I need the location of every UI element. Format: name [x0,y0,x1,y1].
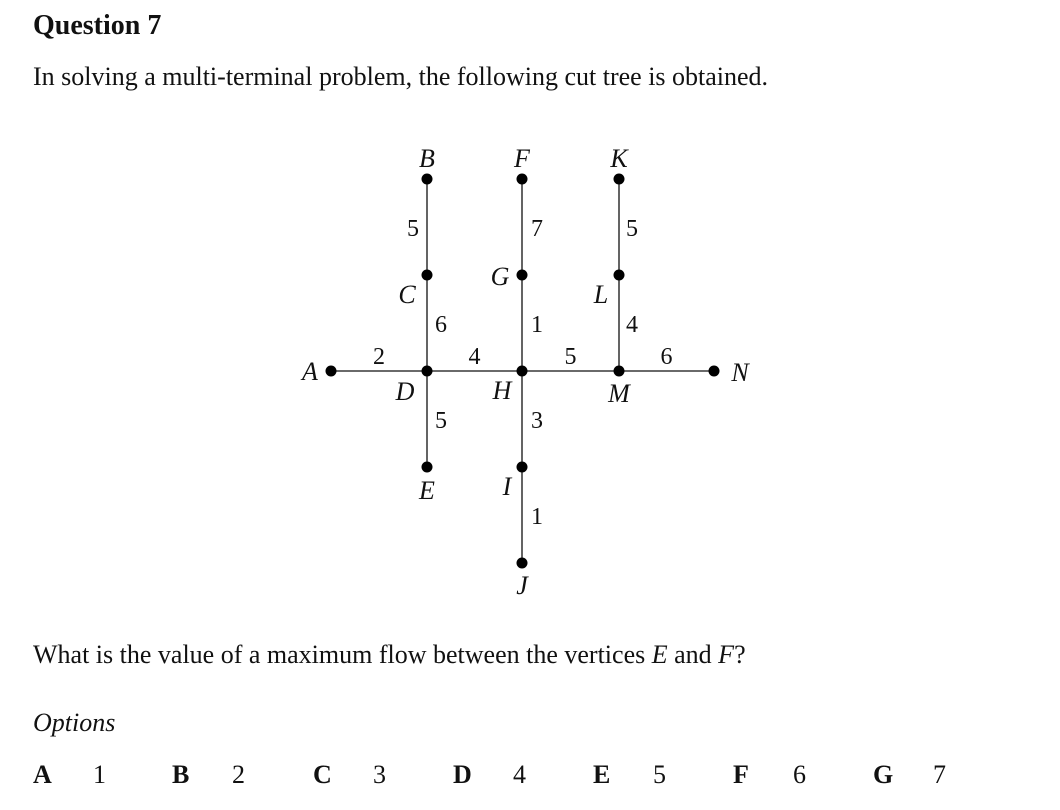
edge-weight-d-e: 5 [435,408,447,434]
option-letter: A [33,760,52,789]
question-intro: In solving a multi-terminal problem, the following cut tree is obtained. [33,62,769,91]
edge-weight-i-j: 1 [531,504,543,530]
edge-weight-m-n: 6 [660,344,673,370]
vertex-d [422,366,433,377]
option-value: 2 [232,760,245,789]
nodes-layer [300,144,750,600]
edge-weight-d-h: 4 [468,344,481,370]
vertex-label-c: C [398,280,416,309]
vertex-h [517,366,528,377]
edge-weight-a-d: 2 [373,344,385,370]
option-letter: D [453,760,472,789]
vertex-k [614,174,625,185]
vertex-e [422,462,433,473]
option-letter: C [313,760,332,789]
option-value: 3 [373,760,386,789]
edge-weight-k-l: 5 [626,216,638,242]
option-e[interactable] [593,760,666,790]
option-letter: G [873,760,894,789]
vertex-label-l: L [593,280,609,309]
vertex-label-j: J [516,571,528,600]
vertex-c [422,270,433,281]
vertex-n [709,366,720,377]
option-value: 7 [933,760,946,789]
question-text [33,640,746,670]
vertex-label-a: A [302,357,318,386]
vertex-label-f: F [514,144,530,173]
vertex-label-d: D [395,377,415,406]
option-letter: B [172,760,190,789]
option-value: 6 [793,760,806,789]
edge-weight-l-m: 4 [626,312,638,338]
option-f[interactable] [733,760,806,790]
option-d[interactable] [453,760,526,790]
question-middle: and [667,640,719,669]
option-value: 1 [93,760,106,789]
edge-weight-c-d: 6 [435,312,447,338]
vertex-b [422,174,433,185]
option-value: 5 [653,760,666,789]
vertex-label-g: G [490,262,510,291]
vertex-label-i: I [502,472,512,501]
edge-weight-b-c: 5 [407,216,419,242]
vertex-label-e: E [419,476,435,505]
vertex-label-k: K [610,144,628,173]
vertex-m [614,366,625,377]
vertex-label-m: M [608,379,630,408]
question-prefix: What is the value of a maximum flow between the vertices [33,640,652,669]
vertex-j [517,558,528,569]
option-c[interactable] [313,760,386,790]
option-value: 4 [513,760,526,789]
question-suffix: ? [734,640,746,669]
edge-weight-g-h: 1 [531,312,543,338]
question-vertex-2: F [718,640,735,669]
vertex-f [517,174,528,185]
vertex-label-b: B [419,144,435,173]
vertex-g [517,270,528,281]
option-letter: F [733,760,749,789]
vertex-i [517,462,528,473]
question-vertex-1: E [651,640,668,669]
options-list [33,760,1033,794]
option-g[interactable] [873,760,946,790]
option-b[interactable] [172,760,245,790]
option-a[interactable] [33,760,106,790]
vertex-label-h: H [492,376,512,405]
edge-weight-h-m: 5 [564,344,577,370]
vertex-a [326,366,337,377]
option-letter: E [593,760,611,789]
edge-weight-h-i: 3 [531,408,543,434]
vertex-l [614,270,625,281]
question-title: Question 7 [33,10,162,41]
vertex-label-n: N [731,358,749,387]
options-heading: Options [33,708,116,737]
edge-weight-f-g: 7 [531,216,543,242]
